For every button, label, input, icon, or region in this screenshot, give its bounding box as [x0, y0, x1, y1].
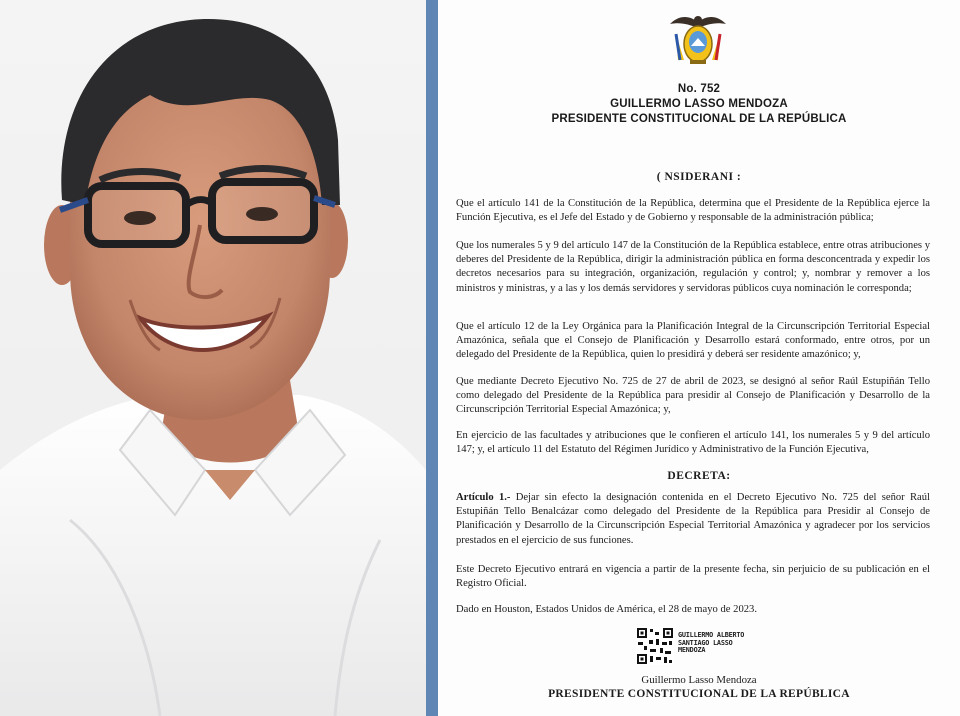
coat-of-arms-seal	[666, 10, 730, 70]
president-title: PRESIDENTE CONSTITUCIONAL DE LA REPÚBLICA	[551, 113, 847, 125]
article-1	[456, 491, 930, 548]
dado-paragraph: Dado en Houston, Estados Unidos de América, el 28 de mayo de 2023.	[456, 604, 757, 615]
signature-title: PRESIDENTE CONSTITUCIONAL DE LA REPÚBLICA	[548, 688, 850, 700]
electronic-signature-stamp	[678, 632, 788, 655]
decree-number: No. 752	[677, 83, 721, 95]
paragraph-5: En ejercicio de las facultades y atribuciones que le confieren el artículo 141, los numerales 5 y 9 del artículo 147; y, el artículo 11 del Estatuto del Régimen Jurídico y Administrativo de la Función Ejecutiva,	[456, 430, 930, 456]
decree-document	[438, 0, 960, 716]
stamp-line-3: MENDOZA	[678, 646, 706, 655]
decreta-heading: DECRETA:	[667, 470, 731, 482]
paragraph-3: Que el artículo 12 de la Ley Orgánica para la Planificación Integral de la Circunscripción Territorial Especial Amazónica, señala que el Consejo de Planificación y Desarrollo estará conformado, entre otros, por un delegado del Presidente de la República, quien lo presidirá y deberá ser residente amazónico; y,	[456, 321, 930, 361]
paragraph-2: Que los numerales 5 y 9 del artículo 147 de la Constitución de la República establece, entre otras atribuciones y deberes del Presidente de la República, dirigir la administración pública en forma desconcentrada y expedir los decretos necesarios para su integración, organización, regulación y control; y, nombrar y remover a los ministros y ministras, y a las y los demás servidores y servidoras públicos cuya nominación le corresponda;	[456, 240, 930, 294]
qr-code-icon	[636, 627, 674, 665]
stamp-line-2: SANTIAGO LASSO	[678, 638, 733, 647]
article-1-label: Artículo 1.-	[456, 492, 511, 503]
article-1-text: Dejar sin efecto la designación contenida en el Decreto Ejecutivo No. 725 del señor Raúl Estupiñán Tello Benalcázar como delegado del Presidente de la República para Presidir al Consejo de Planificación y Desarrollo de la Circunscripción Especial Territorial Amazónica y agradecer por los servicios prestados en el ejercicio de sus funciones.	[456, 492, 931, 546]
portrait-photo	[0, 0, 426, 716]
divider-bar	[426, 0, 438, 716]
president-name: GUILLERMO LASSO MENDOZA	[610, 98, 788, 110]
paragraph-4: Que mediante Decreto Ejecutivo No. 725 de 27 de abril de 2023, se designó al señor Raúl Estupiñán Tello como delegado del Presidente de la República para presidir al Consejo de Planificación y Desarrollo de la Circunscripción Territorial Especial Amazónica; y,	[456, 376, 930, 416]
vigencia-paragraph: Este Decreto Ejecutivo entrará en vigencia a partir de la presente fecha, sin perjuicio de su publicación en el Registro Oficial.	[456, 564, 930, 590]
considerando-heading: ( NSIDERANI :	[656, 171, 742, 183]
paragraph-1: Que el artículo 141 de la Constitución de la República, determina que el Presidente de la República ejerce la Función Ejecutiva, es el Jefe del Estado y de Gobierno y responsable de la administración pública;	[456, 198, 930, 224]
signature-name: Guillermo Lasso Mendoza	[641, 674, 757, 686]
stamp-line-1: GUILLERMO ALBERTO	[678, 631, 745, 639]
portrait-illustration	[0, 0, 426, 716]
